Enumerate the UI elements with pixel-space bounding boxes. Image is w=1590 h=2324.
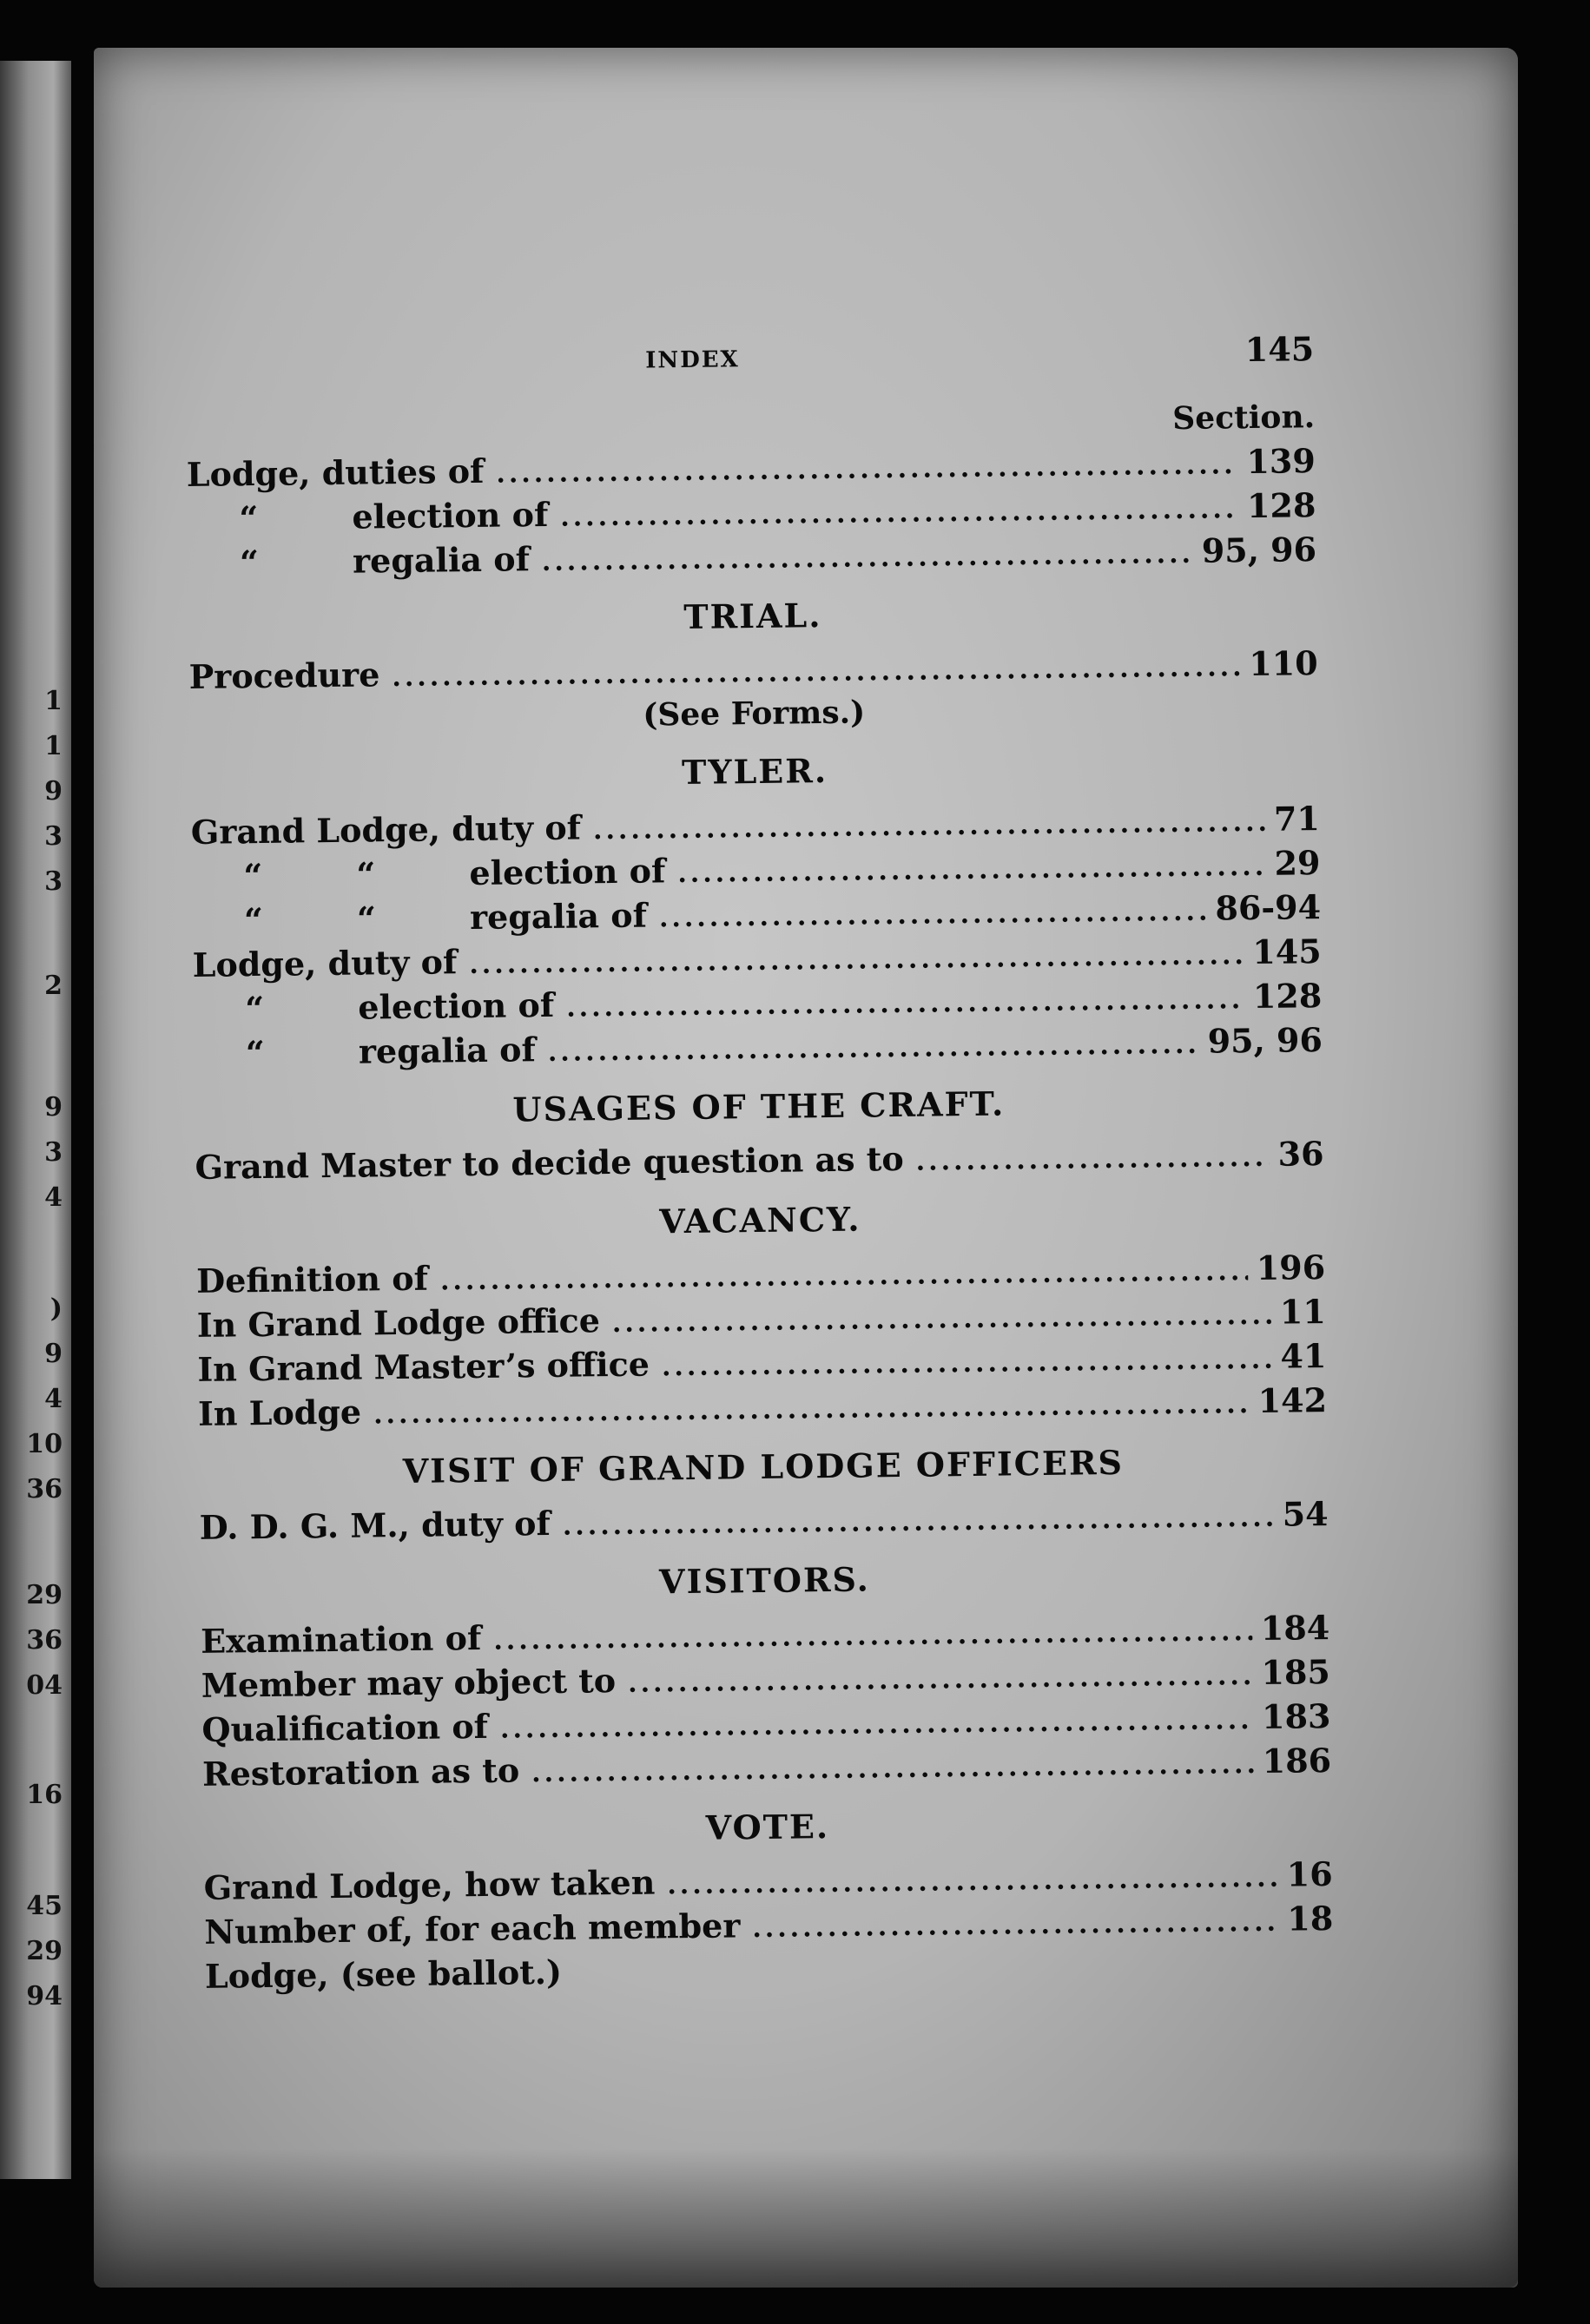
entry-term: Qualification of — [201, 1706, 489, 1749]
margin-fragment: ) — [49, 1294, 63, 1324]
margin-fragment: 9 — [44, 1339, 63, 1369]
margin-fragment: 4 — [44, 1384, 63, 1414]
entry-section-number: 139 — [1246, 441, 1316, 482]
leader-dots — [563, 1496, 1274, 1549]
margin-fragment: 9 — [44, 1092, 63, 1122]
margin-fragment: 1 — [44, 731, 63, 761]
entry-term — [188, 537, 530, 585]
entry-section-number: 86-94 — [1215, 887, 1322, 928]
entry-term — [194, 1027, 536, 1076]
entry-section-number: 18 — [1287, 1898, 1334, 1939]
entry-section-number: 196 — [1256, 1248, 1326, 1288]
index-title: INDEX — [645, 346, 740, 374]
index-entry — [199, 1491, 1329, 1550]
margin-fragment: 9 — [44, 776, 63, 806]
entry-section-number: 16 — [1286, 1853, 1333, 1894]
margin-fragment: 3 — [44, 821, 63, 852]
margin-fragment: 94 — [26, 1981, 63, 2011]
entry-term: Grand Lodge, how taken — [203, 1862, 656, 1907]
margin-fragment: 3 — [44, 866, 63, 897]
margin-fragment: 29 — [26, 1580, 63, 1610]
entry-term: In Grand Lodge office — [196, 1300, 601, 1345]
leader-dots — [373, 1382, 1250, 1437]
book-page — [94, 48, 1518, 2288]
entry-term — [191, 848, 665, 899]
entry-term: D. D. G. M., duty of — [199, 1503, 551, 1547]
margin-fragment: 1 — [44, 686, 63, 716]
entry-section-number: 110 — [1249, 643, 1318, 684]
leader-dots — [531, 1742, 1254, 1795]
index-entry-no-number: Lodge, (see ballot.) — [204, 1952, 563, 1996]
entry-term — [192, 893, 647, 943]
leader-dots — [659, 890, 1207, 941]
entry-term: Member may object to — [201, 1661, 617, 1705]
entry-section-number: 29 — [1274, 843, 1321, 883]
entry-term: Examination of — [200, 1617, 482, 1661]
leader-dots — [593, 800, 1266, 853]
entry-section-number: 54 — [1282, 1494, 1329, 1534]
section-heading-vote: VOTE. — [705, 1807, 830, 1847]
entry-section-number: 95, 96 — [1207, 1020, 1323, 1061]
ditto-mark: “ — [245, 1032, 266, 1073]
ditto-mark: “ — [243, 899, 264, 940]
cross-reference-note: (See Forms.) — [643, 694, 866, 734]
entry-term: In Grand Master’s office — [197, 1344, 650, 1389]
section-heading-vacancy: VACANCY. — [659, 1199, 861, 1241]
index-entry — [195, 1131, 1324, 1189]
entry-term: Restoration as to — [201, 1750, 520, 1794]
margin-fragment: 4 — [44, 1182, 63, 1213]
leader-dots — [752, 1900, 1279, 1951]
entry-section-number: 183 — [1261, 1696, 1331, 1736]
entry-term: Lodge, duty of — [192, 942, 458, 984]
page-number: 145 — [1244, 329, 1315, 370]
entry-section-number: 186 — [1262, 1740, 1332, 1781]
leader-dots — [667, 1856, 1278, 1908]
margin-fragment: 36 — [26, 1474, 63, 1504]
leader-dots — [677, 845, 1266, 896]
margin-fragment: 10 — [26, 1429, 63, 1459]
leader-dots — [542, 532, 1194, 584]
margin-fragment: 36 — [26, 1625, 63, 1656]
entry-term-text: regalia of — [352, 539, 531, 581]
entry-term: Procedure — [188, 655, 380, 696]
entry-term-text: election of — [469, 851, 666, 893]
leader-dots — [612, 1294, 1272, 1346]
margin-fragment: 16 — [26, 1780, 63, 1810]
ditto-mark: “ — [356, 854, 376, 894]
ditto-mark: “ — [356, 899, 377, 938]
entry-term — [193, 983, 554, 1031]
margin-fragment: 04 — [26, 1670, 63, 1701]
entry-section-number: 184 — [1260, 1608, 1330, 1648]
entry-section-number: 128 — [1246, 485, 1316, 526]
entry-section-number: 11 — [1279, 1292, 1327, 1332]
ditto-mark: “ — [243, 855, 263, 896]
section-heading-trial: TRIAL. — [683, 596, 822, 637]
running-head — [185, 329, 1315, 404]
entry-term-text: regalia of — [469, 895, 648, 938]
entry-term-text: election of — [352, 494, 549, 537]
entry-section-number: 185 — [1261, 1652, 1331, 1692]
entry-section-number: 36 — [1277, 1134, 1324, 1174]
entry-term-text: election of — [358, 984, 555, 1027]
ditto-mark: “ — [239, 542, 260, 583]
section-column-label: Section. — [1172, 398, 1316, 438]
ditto-mark: “ — [239, 497, 259, 538]
margin-fragment: 2 — [44, 971, 63, 1001]
entry-section-number: 142 — [1257, 1380, 1328, 1420]
index-content — [185, 329, 1334, 1998]
margin-fragment: 45 — [26, 1891, 63, 1921]
section-heading-visit: VISIT OF GRAND LODGE OFFICERS — [402, 1442, 1125, 1491]
entry-term: Lodge, duties of — [186, 451, 485, 494]
entry-section-number: 128 — [1252, 976, 1323, 1017]
entry-term — [187, 492, 548, 541]
leader-dots — [628, 1654, 1253, 1706]
page-shadow — [94, 2149, 1518, 2288]
entry-term: Grand Lodge, duty of — [190, 807, 582, 852]
index-entry — [188, 641, 1318, 699]
ditto-mark: “ — [245, 988, 265, 1029]
entry-section-number: 71 — [1273, 799, 1321, 839]
margin-fragment: 3 — [44, 1137, 63, 1168]
entry-term: Grand Master to decide question as to — [195, 1138, 904, 1187]
entry-term: In Lodge — [197, 1392, 362, 1433]
entry-section-number: 95, 96 — [1201, 530, 1317, 570]
entry-term-text: regalia of — [358, 1030, 537, 1071]
section-heading-visitors: VISITORS. — [658, 1559, 871, 1602]
leader-dots — [662, 1338, 1272, 1390]
entry-term: Number of, for each member — [204, 1906, 741, 1952]
margin-fragment: 29 — [26, 1936, 63, 1966]
entry-term: Definition of — [195, 1258, 429, 1300]
section-heading-tyler: TYLER. — [681, 750, 828, 793]
section-heading-usages: USAGES OF THE CRAFT. — [512, 1083, 1006, 1129]
leader-dots — [915, 1136, 1270, 1184]
entry-section-number: 41 — [1280, 1336, 1327, 1376]
entry-section-number: 145 — [1252, 932, 1322, 972]
leader-dots — [548, 1023, 1200, 1075]
adjacent-page-edge — [0, 61, 71, 2179]
